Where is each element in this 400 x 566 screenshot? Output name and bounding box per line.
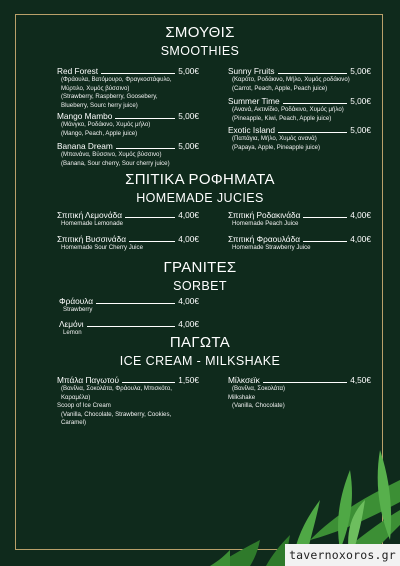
item-desc: (Papaya, Apple, Pineapple juice) [232, 143, 321, 151]
menu-item-milkshake [228, 375, 371, 411]
menu-item-peach-juice [228, 210, 371, 229]
item-desc: (Παπάγια, Μήλο, Χυμός ανανά) [232, 135, 317, 142]
item-desc: Homemade Sour Cherry Juice [61, 244, 143, 251]
menu-item-red-forest [57, 66, 199, 110]
item-desc: (Μπανάνα, Βύσσινο, Χυμός βύσσινο) [61, 151, 162, 158]
item-desc: Homemade Peach Juice [232, 220, 299, 227]
item-desc: (Banana, Sour cherry, Sour cherry juice) [61, 159, 170, 167]
menu-item-banana-dream [57, 141, 199, 168]
item-price: 4,00€ [350, 210, 371, 220]
menu-item-strawberry-sorbet [59, 296, 199, 315]
smoothies-title-en: SMOOTHIES [160, 44, 240, 58]
item-desc: (Καρότο, Ροδάκινο, Μήλο, Χυμός ροδάκινο) [232, 76, 350, 83]
item-name: Exotic Island [228, 125, 276, 135]
item-desc: (Βανίλια, Σοκολάτα) [232, 385, 286, 392]
item-desc: (Μάνγκο, Ροδάκινο, Χυμός μήλο) [61, 121, 151, 128]
item-name: Sunny Fruits [228, 66, 275, 76]
item-price: 4,00€ [178, 234, 199, 244]
icecream-title-en: ICE CREAM - MILKSHAKE [119, 354, 281, 368]
item-price: 5,00€ [178, 66, 199, 76]
item-name: Σπιτική Ροδακινάδα [228, 210, 301, 220]
item-name: Banana Dream [57, 141, 113, 151]
menu-item-summer-time [228, 96, 371, 123]
menu-item-strawberry-juice [228, 234, 371, 253]
menu-item-ice-cream-scoop [57, 375, 199, 428]
juices-title-en: HOMEMADE JUCIES [136, 191, 264, 205]
item-desc: Milkshake [228, 393, 256, 401]
item-name: Σπιτική Βυσσινάδα [57, 234, 127, 244]
sorbet-title-gr: ΓΡΑΝΙΤΕΣ [163, 259, 237, 276]
item-price: 5,00€ [350, 125, 371, 135]
item-desc: Homemade Lemonade [61, 220, 123, 227]
item-desc: Strawberry [63, 306, 93, 313]
item-name: Red Forest [57, 66, 99, 76]
item-price: 5,00€ [350, 96, 371, 106]
item-name: Σπιτική Φραουλάδα [228, 234, 301, 244]
icecream-title-gr: ΠΑΓΩΤΑ [169, 334, 231, 351]
item-desc: (Βανίλια, Σοκολάτα, Φράουλα, Μπισκότο, [61, 385, 172, 392]
item-price: 4,50€ [350, 375, 371, 385]
item-name: Μίλκσεϊκ [228, 375, 260, 385]
menu-item-mango-mambo [57, 111, 199, 138]
sorbet-title-en: SORBET [173, 279, 227, 293]
site-watermark: tavernoxoros.gr [285, 544, 400, 566]
item-desc: (Vanilla, Chocolate, Strawberry, Cookies, [61, 410, 172, 418]
item-desc: Blueberry, Sourc herry juice) [61, 101, 138, 109]
item-name: Summer Time [228, 96, 280, 106]
item-price: 4,00€ [178, 210, 199, 220]
item-desc: Lemon [63, 329, 82, 336]
item-desc: Homemade Strawberry Juice [232, 244, 311, 251]
item-desc: (Vanilla, Chocolate) [232, 402, 285, 410]
item-name: Mango Mambo [57, 111, 113, 121]
item-desc: (Mango, Peach, Apple juice) [61, 129, 138, 137]
item-price: 4,00€ [350, 234, 371, 244]
menu-item-sour-cherry-juice [57, 234, 199, 253]
item-name: Μπάλα Παγωτού [57, 375, 120, 385]
item-price: 4,00€ [178, 319, 199, 329]
item-price: 5,00€ [178, 111, 199, 121]
item-name: Λεμόνι [59, 319, 84, 329]
item-price: 5,00€ [178, 141, 199, 151]
item-desc: (Ανανά, Ακτινίδιο, Ροδάκινο, Χυμός μήλο) [232, 106, 344, 113]
item-desc: (Pineapple, Kiwi, Peach, Apple juice) [232, 114, 332, 122]
item-desc: Caramel) [61, 419, 87, 427]
item-desc: (Strawberry, Raspberry, Goosebery, [61, 93, 158, 101]
menu-item-exotic-island [228, 125, 371, 152]
item-price: 1,50€ [178, 375, 199, 385]
item-desc: Scoop of Ice Cream [57, 402, 111, 410]
item-desc: (Carrot, Peach, Apple, Peach juice) [232, 84, 328, 92]
juices-title-gr: ΣΠΙΤΙΚΑ ΡΟΦΗΜΑΤΑ [125, 171, 275, 188]
item-name: Φράουλα [59, 296, 94, 306]
menu-item-lemonade [57, 210, 199, 229]
item-desc: Μύρτιλο, Χυμός βύσσινο) [61, 84, 130, 92]
item-price: 4,00€ [178, 296, 199, 306]
menu-item-sunny-fruits [228, 66, 371, 93]
smoothies-title-gr: ΣΜΟΥΘΙΣ [165, 24, 235, 41]
item-price: 5,00€ [350, 66, 371, 76]
item-desc: (Φράουλα, Βατόμουρο, Φραγκοστάφυλο, [61, 76, 172, 83]
item-name: Σπιτική Λεμονάδα [57, 210, 123, 220]
item-desc: Καραμέλα) [61, 393, 91, 401]
